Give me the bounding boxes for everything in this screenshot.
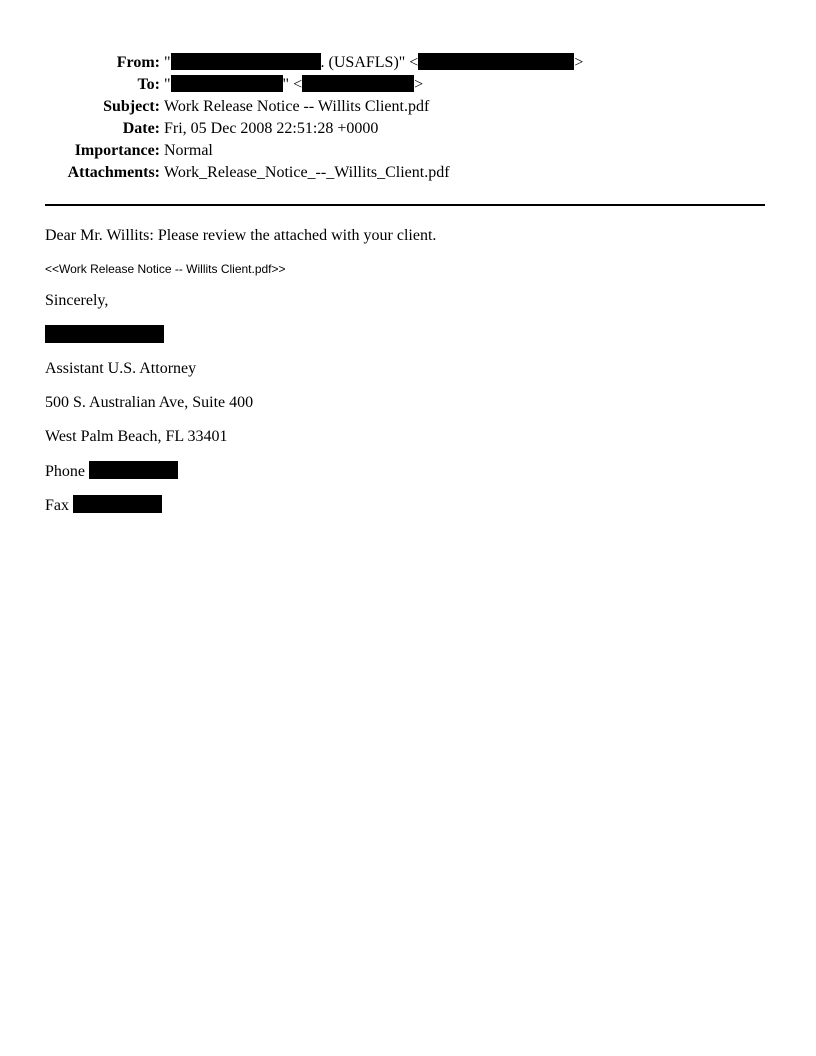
phone-label: Phone — [45, 463, 85, 480]
importance-value: Normal — [164, 142, 213, 159]
date-value: Fri, 05 Dec 2008 22:51:28 +0000 — [164, 120, 379, 137]
to-value — [164, 74, 423, 96]
redaction-signature-name — [45, 325, 164, 343]
redaction-to-name — [171, 75, 283, 92]
attachments-value: Work_Release_Notice_--_Willits_Client.pdf — [164, 164, 450, 181]
greeting-line: Dear Mr. Willits: Please review the attached with your client. — [45, 227, 437, 244]
fax-line — [45, 495, 162, 516]
from-quote: " — [164, 54, 171, 71]
to-row — [0, 74, 816, 96]
attachments-label: Attachments: — [67, 164, 160, 181]
from-label: From: — [116, 54, 160, 71]
date-label: Date: — [122, 120, 160, 137]
fax-label: Fax — [45, 497, 69, 514]
importance-label: Importance: — [74, 142, 160, 159]
from-close: > — [574, 54, 584, 71]
address-line-2: West Palm Beach, FL 33401 — [45, 428, 228, 445]
from-row — [0, 52, 816, 74]
redaction-from-email — [418, 53, 574, 70]
date-row — [0, 118, 816, 140]
to-quote: " — [164, 76, 171, 93]
signature-title: Assistant U.S. Attorney — [45, 360, 197, 377]
subject-label: Subject: — [103, 98, 160, 115]
redaction-from-name — [171, 53, 321, 70]
closing-line: Sincerely, — [45, 292, 109, 309]
signature-name-line — [45, 325, 164, 346]
redaction-phone — [89, 461, 178, 479]
phone-line — [45, 461, 178, 482]
redaction-fax — [73, 495, 162, 513]
from-value — [164, 52, 583, 74]
to-label: To: — [137, 76, 160, 93]
email-header — [0, 52, 816, 184]
to-close: > — [414, 76, 424, 93]
from-org: . (USAFLS)" < — [320, 54, 419, 71]
header-divider — [45, 204, 765, 206]
attachments-row — [0, 162, 816, 184]
to-middle: " < — [282, 76, 303, 93]
attachment-reference: <<Work Release Notice -- Willits Client.pdf>> — [45, 262, 286, 276]
importance-row — [0, 140, 816, 162]
address-line-1: 500 S. Australian Ave, Suite 400 — [45, 394, 254, 411]
subject-value: Work Release Notice -- Willits Client.pdf — [164, 98, 430, 115]
redaction-to-email — [302, 75, 414, 92]
subject-row — [0, 96, 816, 118]
